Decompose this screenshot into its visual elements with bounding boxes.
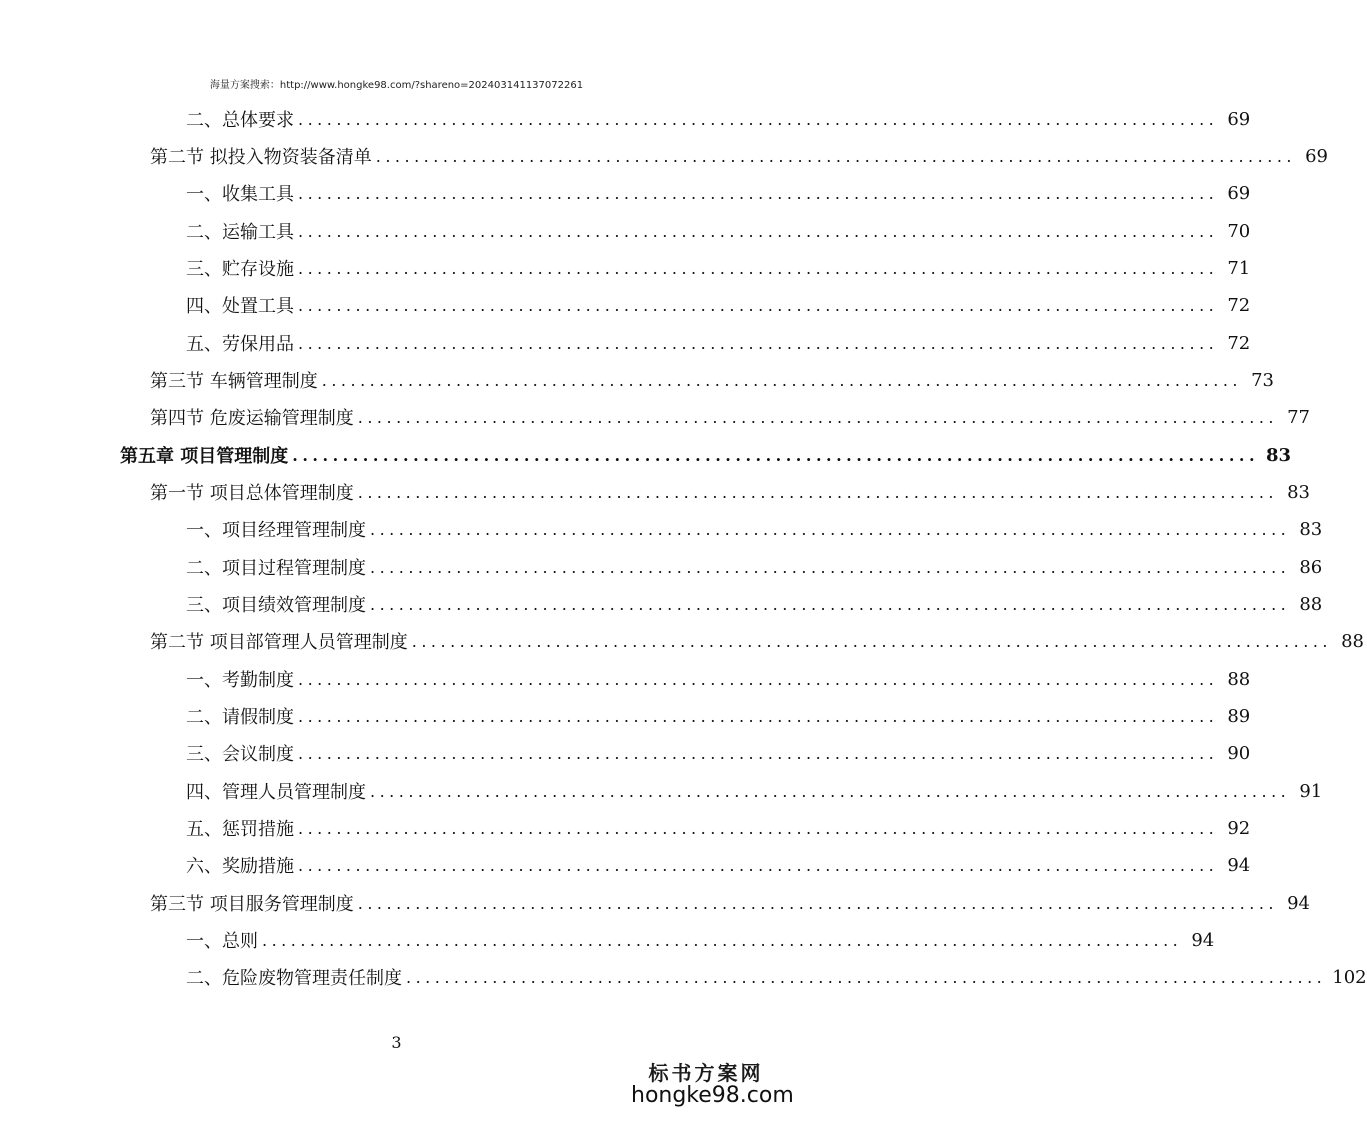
toc-entry-label: 一、考勤制度 xyxy=(186,670,294,691)
toc-entry-label: 二、危险废物管理责任制度 xyxy=(186,968,402,989)
toc-entry-label: 六、奖励措施 xyxy=(186,856,294,877)
toc-leader-dots: ................................................................................................ xyxy=(411,631,1332,651)
toc-entry-page: 69 xyxy=(1227,182,1251,204)
toc-entry-page: 88 xyxy=(1227,668,1251,690)
toc-entry-label: 二、运输工具 xyxy=(186,222,294,243)
toc-entry-label: 三、贮存设施 xyxy=(186,259,294,280)
toc-leader-dots: ................................................................................................ xyxy=(370,594,1291,614)
toc-leader-dots: ................................................................................................ xyxy=(357,482,1278,502)
toc-leader-dots: ................................................................................................ xyxy=(298,706,1219,726)
toc-entry[interactable] xyxy=(186,776,1323,806)
toc-entry-label: 一、收集工具 xyxy=(186,184,294,205)
toc-entry-page: 83 xyxy=(1287,481,1310,503)
toc-entry-page: 92 xyxy=(1227,817,1251,839)
toc-entry[interactable] xyxy=(150,626,1364,656)
toc-entry-page: 88 xyxy=(1299,593,1323,615)
toc-entry[interactable] xyxy=(186,216,1251,246)
watermark-chinese-text: 标书方案网 xyxy=(648,1060,764,1085)
watermark-domain-text: hongke98.com xyxy=(631,1082,794,1108)
toc-leader-dots: ................................................................................................ xyxy=(321,370,1242,390)
toc-entry-label: 五、惩罚措施 xyxy=(186,819,294,840)
toc-leader-dots: ................................................................................................ xyxy=(370,557,1291,577)
page-number: 3 xyxy=(391,1033,402,1052)
toc-leader-dots: ................................................................................................ xyxy=(298,855,1219,875)
toc-entry-page: 90 xyxy=(1227,742,1251,764)
toc-entry[interactable] xyxy=(150,477,1310,507)
toc-entry-label: 第二节 拟投入物资装备清单 xyxy=(150,147,372,168)
toc-entry-label: 二、总体要求 xyxy=(186,110,294,131)
toc-entry-page: 94 xyxy=(1287,892,1310,914)
toc-leader-dots: ................................................................................................ xyxy=(406,967,1327,987)
toc-entry-label: 第二节 项目部管理人员管理制度 xyxy=(150,632,408,653)
toc-entry-page: 73 xyxy=(1251,369,1274,391)
toc-leader-dots: ................................................................................................ xyxy=(370,519,1291,539)
toc-entry-label: 第一节 项目总体管理制度 xyxy=(150,483,354,504)
toc-entry-page: 89 xyxy=(1227,705,1251,727)
toc-leader-dots: ................................................................................................ xyxy=(298,743,1219,763)
toc-entry-page: 77 xyxy=(1287,406,1310,428)
toc-entry-page: 94 xyxy=(1191,929,1215,951)
toc-leader-dots: ................................................................................................ xyxy=(298,183,1219,203)
toc-entry-label: 三、项目绩效管理制度 xyxy=(186,595,366,616)
toc-entry[interactable] xyxy=(186,552,1323,582)
toc-entry[interactable] xyxy=(186,328,1251,358)
toc-entry-label: 三、会议制度 xyxy=(186,744,294,765)
toc-entry[interactable] xyxy=(186,850,1251,880)
toc-entry[interactable] xyxy=(186,178,1251,208)
toc-entry[interactable] xyxy=(186,925,1215,955)
toc-entry-label: 第五章 项目管理制度 xyxy=(120,446,289,467)
toc-leader-dots: ................................................................................................ xyxy=(357,407,1278,427)
toc-entry-page: 71 xyxy=(1227,257,1251,279)
toc-entry[interactable] xyxy=(186,962,1367,992)
toc-entry-page: 69 xyxy=(1227,108,1251,130)
toc-entry-page: 83 xyxy=(1299,518,1323,540)
toc-entry-label: 第四节 危废运输管理制度 xyxy=(150,408,354,429)
toc-leader-dots: ................................................................................................ xyxy=(298,333,1219,353)
toc-entry[interactable] xyxy=(186,589,1323,619)
toc-entry-page: 72 xyxy=(1227,332,1251,354)
toc-entry[interactable] xyxy=(150,402,1310,432)
toc-entry-label: 二、请假制度 xyxy=(186,707,294,728)
toc-entry-page: 94 xyxy=(1227,854,1251,876)
toc-entry-page: 72 xyxy=(1227,294,1251,316)
toc-chapter-entry[interactable] xyxy=(120,440,1292,470)
page-header-url: 海量方案搜索：http://www.hongke98.com/?shareno=202403141137072261 xyxy=(209,80,584,91)
toc-entry[interactable] xyxy=(186,701,1251,731)
toc-leader-dots: ................................................................................................ xyxy=(357,893,1278,913)
toc-entry-page: 102 xyxy=(1332,966,1367,988)
toc-entry[interactable] xyxy=(186,664,1251,694)
toc-entry-label: 四、管理人员管理制度 xyxy=(186,782,366,803)
toc-leader-dots: ................................................................................................ xyxy=(370,781,1291,801)
toc-entry-page: 91 xyxy=(1299,780,1323,802)
toc-entry[interactable] xyxy=(186,514,1323,544)
toc-entry-label: 四、处置工具 xyxy=(186,296,294,317)
toc-entry[interactable] xyxy=(150,888,1310,918)
toc-entry-label: 一、项目经理管理制度 xyxy=(186,520,366,541)
toc-entry-page: 83 xyxy=(1265,444,1292,466)
toc-leader-dots: ................................................................................................ xyxy=(298,258,1219,278)
toc-leader-dots: ................................................................................................ xyxy=(375,146,1296,166)
toc-leader-dots: ................................................................................................ xyxy=(298,818,1219,838)
toc-entry[interactable] xyxy=(150,365,1274,395)
toc-entry[interactable] xyxy=(186,738,1251,768)
toc-leader-dots: ................................................................................................ xyxy=(292,445,1260,465)
toc-entry-label: 二、项目过程管理制度 xyxy=(186,558,366,579)
site-watermark-logo xyxy=(631,1060,794,1108)
toc-leader-dots: ................................................................................................ xyxy=(298,669,1219,689)
toc-leader-dots: ................................................................................................ xyxy=(262,930,1183,950)
toc-entry-label: 第三节 车辆管理制度 xyxy=(150,371,318,392)
toc-entry-label: 第三节 项目服务管理制度 xyxy=(150,894,354,915)
toc-entry-page: 86 xyxy=(1299,556,1323,578)
toc-entry[interactable] xyxy=(186,813,1251,843)
toc-entry-label: 一、总则 xyxy=(186,931,258,952)
toc-entry[interactable] xyxy=(186,104,1251,134)
toc-entry-page: 70 xyxy=(1227,220,1251,242)
toc-leader-dots: ................................................................................................ xyxy=(298,295,1219,315)
toc-entry[interactable] xyxy=(186,290,1251,320)
toc-entry[interactable] xyxy=(150,141,1328,171)
toc-entry-page: 69 xyxy=(1305,145,1328,167)
toc-entry-label: 五、劳保用品 xyxy=(186,334,294,355)
toc-leader-dots: ................................................................................................ xyxy=(298,109,1219,129)
toc-leader-dots: ................................................................................................ xyxy=(298,221,1219,241)
toc-entry-page: 88 xyxy=(1341,630,1364,652)
toc-entry[interactable] xyxy=(186,253,1251,283)
